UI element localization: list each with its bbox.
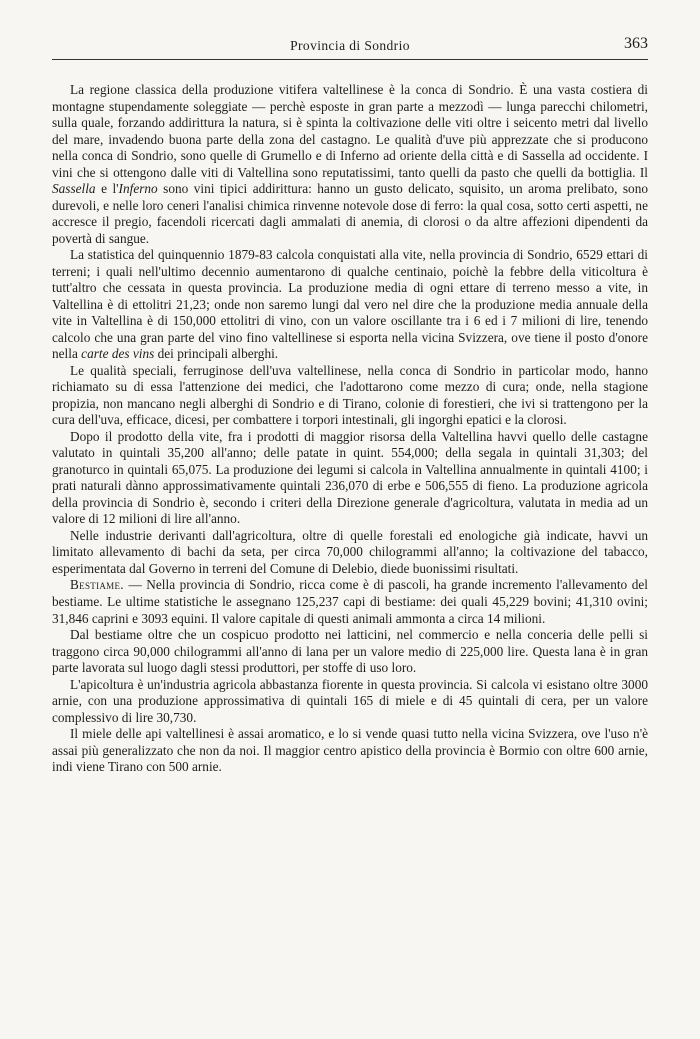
section-heading-bestiame: Bestiame. (70, 577, 124, 593)
paragraph-6: Bestiame. — Nella provincia di Sondrio, ricca come è di pascoli, ha grande incremento l'allevamento del bestiame. Le ultime statistiche le assegnano 125,237 capi di bestiame: dei quali 45,229 bovini; 41,310 ovini; 31,846 caprini e 3093 equini. Il valore capitale di questi animali ammonta a circa 14 milioni. (52, 577, 648, 626)
page-number: 363 (624, 35, 648, 52)
header-rule (52, 59, 648, 60)
wine-name-inferno: Inferno (118, 181, 158, 197)
phrase-carte-des-vins: carte des vins (81, 346, 155, 362)
page-header (52, 30, 648, 58)
paragraph-5: Nelle industrie derivanti dall'agricoltura, oltre di quelle forestali ed enologiche già indicate, havvi un limitato allevamento di bachi da seta, per circa 70,000 chilogrammi all'anno; la coltivazione del tabacco, esperimentata dal Governo in terreni del Comune di Delebio, diede buonissimi risultati. (52, 527, 648, 576)
paragraph-4: Dopo il prodotto della vite, fra i prodotti di maggior risorsa della Valtellina havvi quello delle castagne valutato in quintali 35,200 all'anno; delle patate in quint. 554,000; della segala in quintali 31,303; del granoturco in quintali 65,075. La produzione dei legumi si calcola in Valtellina annualmente in quintali 4100; i prati naturali dànno approssimativamente quintali 236,070 di erbe e 506,555 di fieno. La produzione agricola della provincia di Sondrio è, secondo i criteri della Direzione generale d'agricoltura, valutata in media ad un valore di 12 milioni di lire all'anno. (52, 428, 648, 527)
paragraph-1: La regione classica della produzione vitifera valtellinese è la conca di Sondrio. È una vasta costiera di montagne stupendamente soleggiate — perchè esposte in gran parte a mezzodì — lunga parecchi chilometri, sulla quale, forzando addirittura la natura, si è spinta la coltivazione delle viti oltre i seicento metri dal livello del mare, invadendo buona parte della zona del castagno. Le qualità d'uve più apprezzate che si producono nella conca di Sondrio, sono quelle di Grumello e di Inferno ad oriente della città e di Sassella ad occidente. I vini che si ottengono dalle viti di Valtellina sono reputatissimi, tanto quelli da pasto che quelli da bottiglia. Il Sassella e l'Inferno sono vini tipici addirittura: hanno un gusto delicato, squisito, un aroma prelibato, sono durevoli, e nelle loro ceneri l'analisi chimica rinvenne notevole dose di ferro: la qual cosa, sotto certi aspetti, ne accresce il pregio, facendoli ricercati dagli ammalati di anemia, di clorosi o da altre affezioni dipendenti da povertà di sangue. (52, 82, 649, 246)
wine-name-sassella: Sassella (52, 181, 96, 197)
paragraph-2: La statistica del quinquennio 1879-83 calcola conquistati alla vite, nella provincia di Sondrio, 6529 ettari di terreni; i quali nell'ultimo decennio aumentarono di qualche centinaio, poichè la febbre della viticoltura è tutt'altro che cessata in questa provincia. La produzione media di ogni ettare di terreno messo a vite, in Valtellina è di ettolitri 21,23; onde non saremo lungi dal vero nel dire che la produzione media annuale della vite in Valtellina è di 150,000 ettolitri di vino, con un valore oscillante tra i 6 ed i 7 milioni di lire, tenendo calcolo che una gran parte del vino fino valtellinese si esporta nella vicina Svizzera, ove tiene il posto d'onore nella carte des vins dei principali alberghi. (52, 247, 648, 362)
paragraph-9: Il miele delle api valtellinesi è assai aromatico, e lo si vende quasi tutto nella vicina Svizzera, ove l'uso n'è assai più generalizzato che non da noi. Il maggior centro apistico della provincia è Bormio con oltre 600 arnie, indi viene Tirano con 500 arnie. (52, 726, 648, 775)
paragraph-8: L'apicoltura è un'industria agricola abbastanza fiorente in questa provincia. Si calcola vi esistano oltre 3000 arnie, con una produzione approssimativa di quintali 165 di miele e di 45 quintali di cera, per un valore complessivo di lire 30,730. (52, 676, 648, 725)
paragraph-7: Dal bestiame oltre che un cospicuo prodotto nei latticini, nel commercio e nella conceria delle pelli si traggono circa 90,000 chilogrammi all'anno di lana per un valore medio di 225,000 lire. Questa lana è in gran parte lavorata sul luogo dagli stessi produttori, per stoffe di uso loro. (52, 627, 648, 676)
running-title: Provincia di Sondrio (290, 38, 410, 53)
paragraph-3: Le qualità speciali, ferruginose dell'uva valtellinese, nella conca di Sondrio in particolar modo, hanno richiamato su di essa l'attenzione dei medici, che l'adottarono come mezzo di cura; onde, nella stagione propizia, non mancano negli alberghi di Sondrio e di Tirano, colonie di forestieri, che ivi si trattengono per la cura dell'uva, efficace, dicesi, per combattere i torpori intestinali, gli ingorghi epatici e la clorosi. (52, 362, 648, 428)
body-text (52, 82, 648, 776)
